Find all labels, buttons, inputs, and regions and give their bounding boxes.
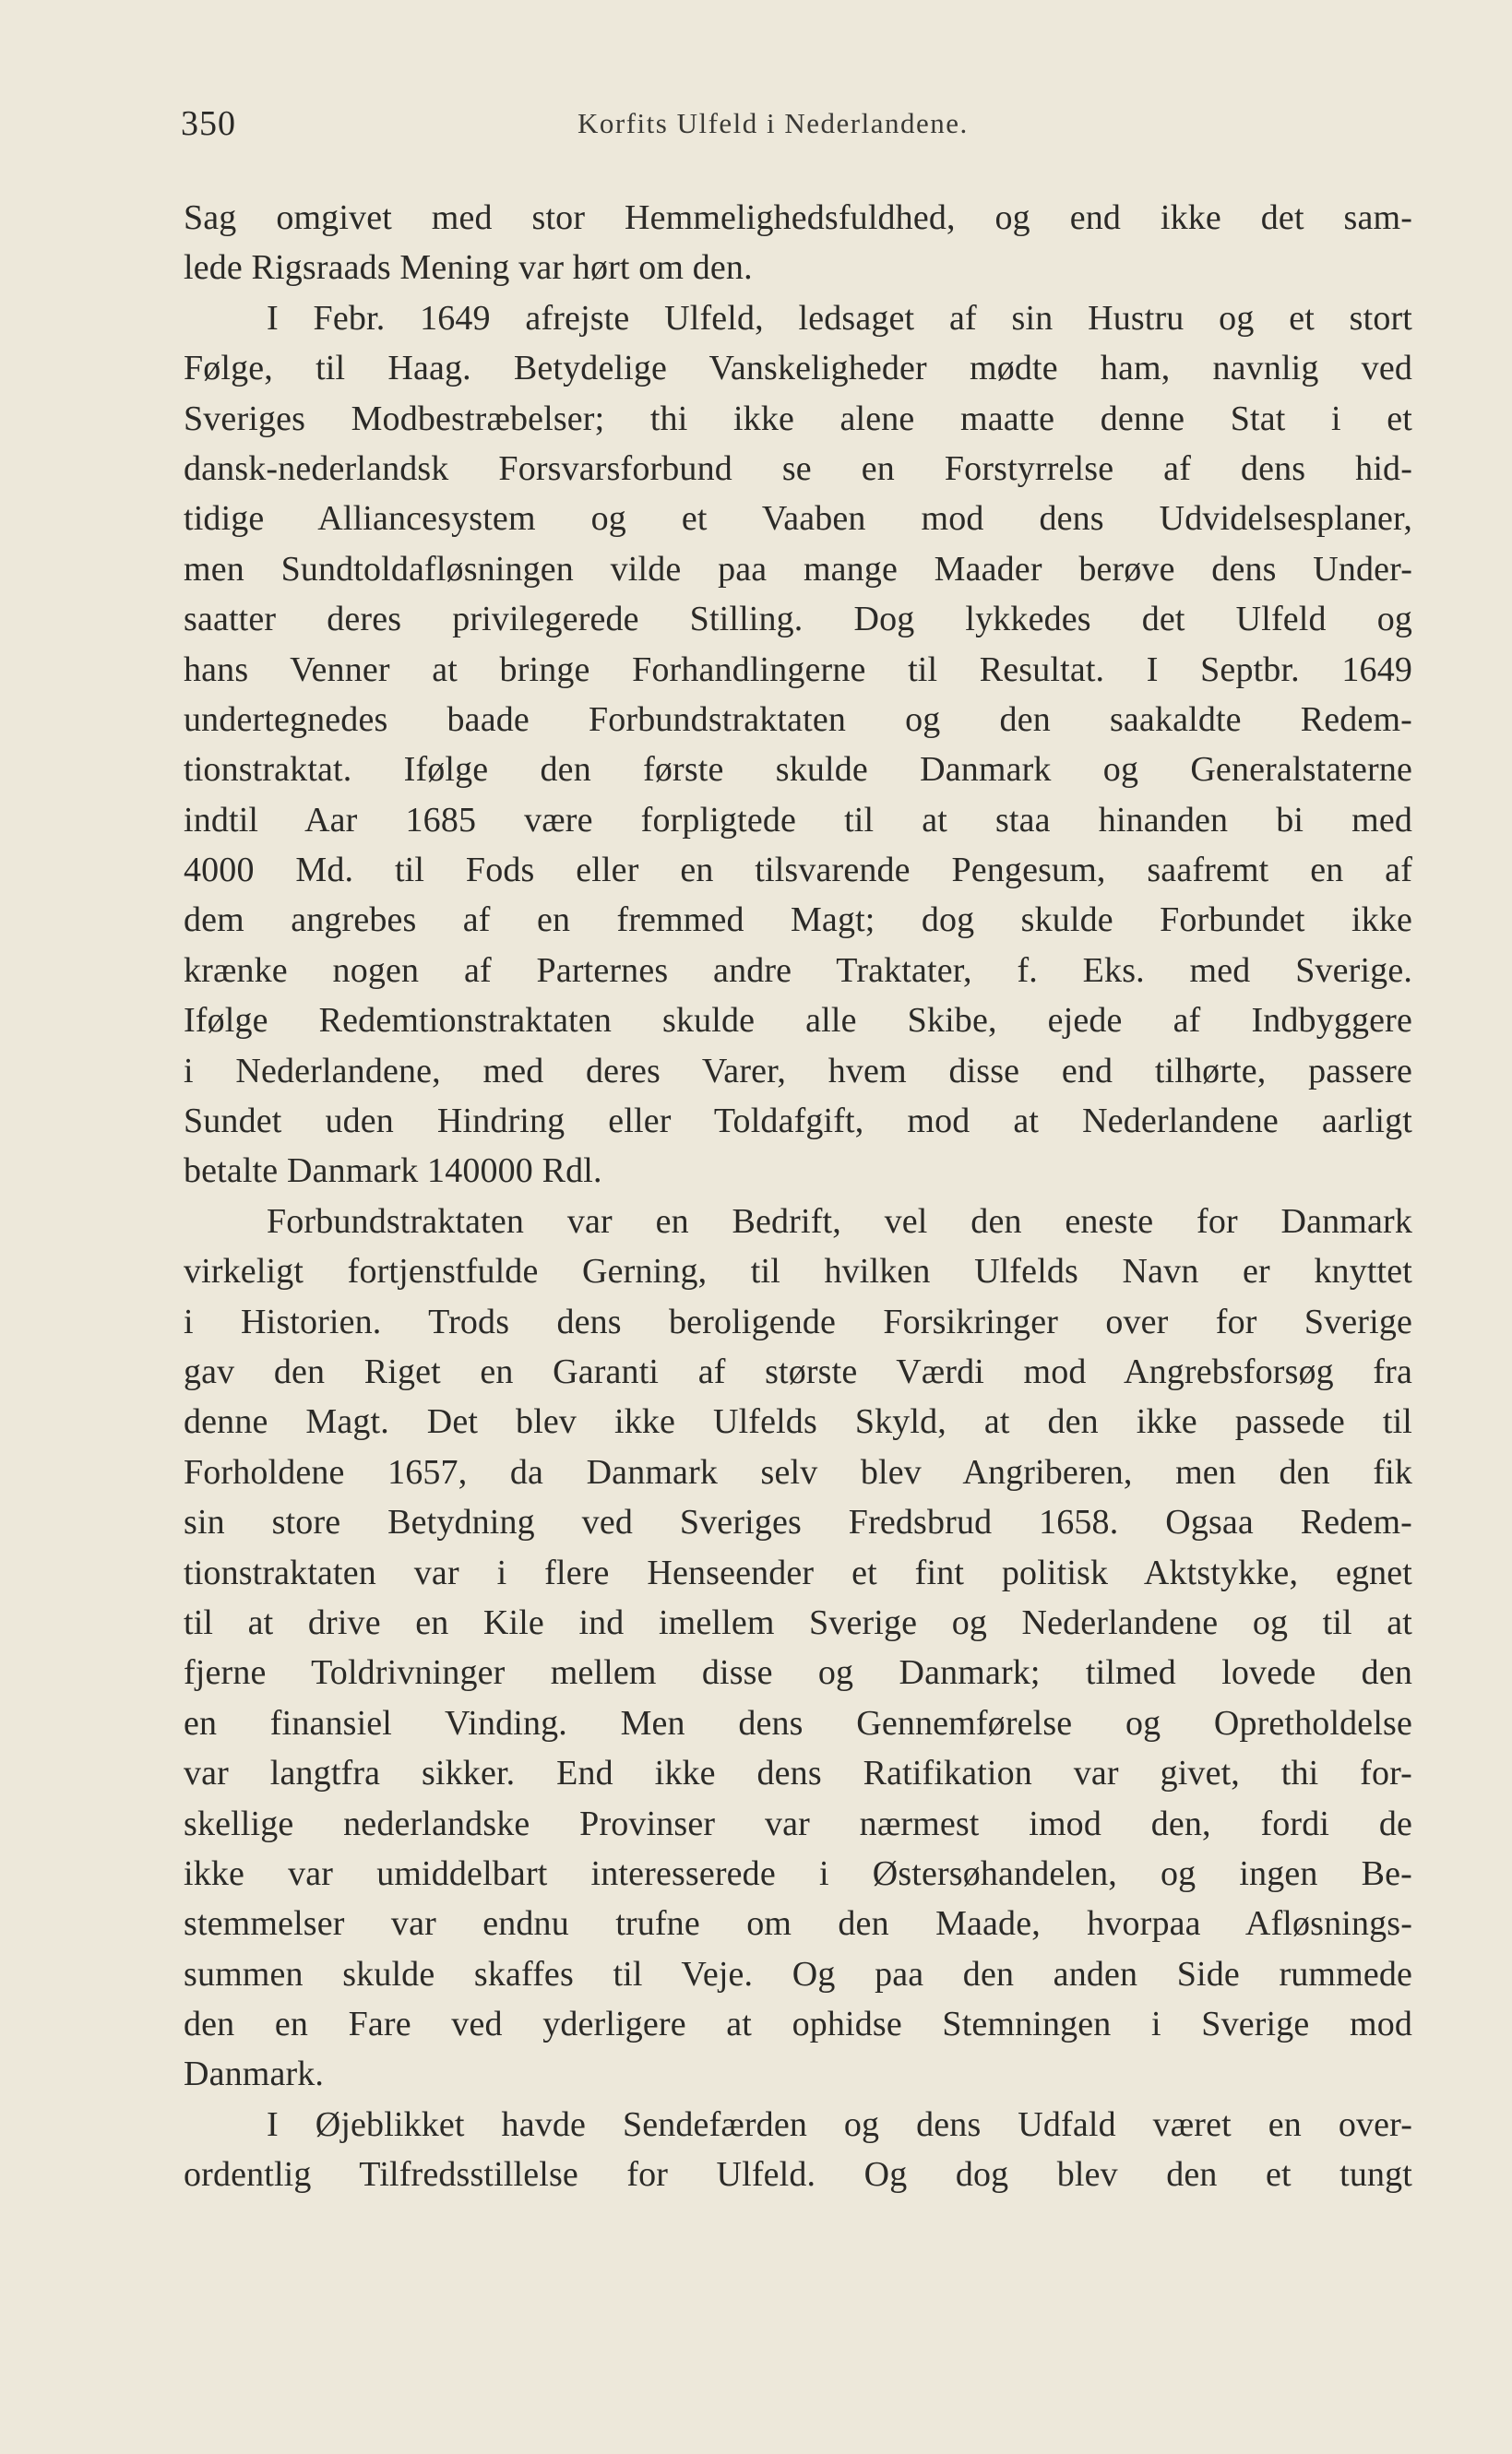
text-line: tionstraktat. Ifølge den første skulde Danmark og Generalstaterne bbox=[184, 750, 1412, 790]
text-line: undertegnedes baade Forbundstraktaten og den saakaldte Redem- bbox=[184, 699, 1412, 739]
running-title: Korfits Ulfeld i Nederlandene. bbox=[577, 107, 969, 139]
text-line: Forholdene 1657, da Danmark selv blev Angriberen, men den fik bbox=[184, 1452, 1412, 1492]
text-line: Forbundstraktaten var en Bedrift, vel den eneste for Danmark bbox=[267, 1201, 1412, 1241]
text-line: sin store Betydning ved Sveriges Fredsbrud 1658. Ogsaa Redem- bbox=[184, 1503, 1412, 1543]
text-line: Sag omgivet med stor Hemmelighedsfuldhed, og end ikke det sam- bbox=[184, 198, 1412, 237]
text-line: i Nederlandene, med deres Varer, hvem disse end tilhørte, passere bbox=[184, 1051, 1412, 1090]
text-line: skellige nederlandske Provinser var nærmest imod den, fordi de bbox=[184, 1804, 1412, 1843]
text-line: ordentlig Tilfredsstillelse for Ulfeld. Og dog blev den et tungt bbox=[184, 2155, 1412, 2195]
text-line: var langtfra sikker. End ikke dens Ratifikation var givet, thi for- bbox=[184, 1754, 1412, 1793]
text-line: virkeligt fortjenstfulde Gerning, til hvilken Ulfelds Navn er knyttet bbox=[184, 1252, 1412, 1292]
text-line: krænke nogen af Parternes andre Traktater, f. Eks. med Sverige. bbox=[184, 950, 1412, 990]
text-line: indtil Aar 1685 være forpligtede til at staa hinanden bi med bbox=[184, 800, 1412, 840]
text-line: dem angrebes af en fremmed Magt; dog skulde Forbundet ikke bbox=[184, 900, 1412, 940]
text-line: fjerne Toldrivninger mellem disse og Danmark; tilmed lovede den bbox=[184, 1653, 1412, 1693]
text-line: lede Rigsraads Mening var hørt om den. bbox=[184, 248, 753, 288]
text-line: tidige Alliancesystem og et Vaaben mod dens Udvidelsesplaner, bbox=[184, 499, 1412, 539]
text-line: ikke var umiddelbart interesserede i Østersøhandelen, og ingen Be- bbox=[184, 1853, 1412, 1893]
text-line: I Febr. 1649 afrejste Ulfeld, ledsaget af sin Hustru og et stort bbox=[267, 298, 1412, 338]
text-line: hans Venner at bringe Forhandlingerne til Resultat. I Septbr. 1649 bbox=[184, 649, 1412, 689]
text-line: Sveriges Modbestræbelser; thi ikke alene maatte denne Stat i et bbox=[184, 399, 1412, 438]
text-line: I Øjeblikket havde Sendefærden og dens Udfald været en over- bbox=[267, 2104, 1412, 2144]
text-line: gav den Riget en Garanti af største Værdi mod Angrebsforsøg fra bbox=[184, 1352, 1412, 1391]
text-line: i Historien. Trods dens beroligende Forsikringer over for Sverige bbox=[184, 1302, 1412, 1341]
text-line: en finansiel Vinding. Men dens Gennemførelse og Opretholdelse bbox=[184, 1703, 1412, 1743]
text-line: summen skulde skaffes til Veje. Og paa den anden Side rummede bbox=[184, 1954, 1412, 1994]
text-line: stemmelser var endnu trufne om den Maade, hvorpaa Afløsnings- bbox=[184, 1904, 1412, 1944]
text-line: betalte Danmark 140000 Rdl. bbox=[184, 1151, 602, 1191]
body-text bbox=[184, 193, 1412, 2200]
text-line: Ifølge Redemtionstraktaten skulde alle Skibe, ejede af Indbyggere bbox=[184, 1001, 1412, 1041]
text-line: saatter deres privilegerede Stilling. Dog lykkedes det Ulfeld og bbox=[184, 600, 1412, 639]
text-line: Danmark. bbox=[184, 2055, 325, 2094]
text-line: til at drive en Kile ind imellem Sverige og Nederlandene og til at bbox=[184, 1602, 1412, 1642]
text-line: 4000 Md. til Fods eller en tilsvarende Pengesum, saafremt en af bbox=[184, 851, 1412, 890]
text-line: Følge, til Haag. Betydelige Vanskeligheder mødte ham, navnlig ved bbox=[184, 349, 1412, 388]
text-line: men Sundtoldafløsningen vilde paa mange Maader berøve dens Under- bbox=[184, 549, 1412, 589]
text-line: den en Fare ved yderligere at ophidse Stemningen i Sverige mod bbox=[184, 2005, 1412, 2044]
text-line: tionstraktaten var i flere Henseender et fint politisk Aktstykke, egnet bbox=[184, 1553, 1412, 1592]
text-line: denne Magt. Det blev ikke Ulfelds Skyld, at den ikke passede til bbox=[184, 1402, 1412, 1442]
running-head bbox=[181, 100, 1413, 148]
page-number: 350 bbox=[181, 104, 236, 143]
text-line: Sundet uden Hindring eller Toldafgift, mod at Nederlandene aarligt bbox=[184, 1102, 1412, 1141]
text-line: dansk-nederlandsk Forsvarsforbund se en Forstyrrelse af dens hid- bbox=[184, 448, 1412, 488]
